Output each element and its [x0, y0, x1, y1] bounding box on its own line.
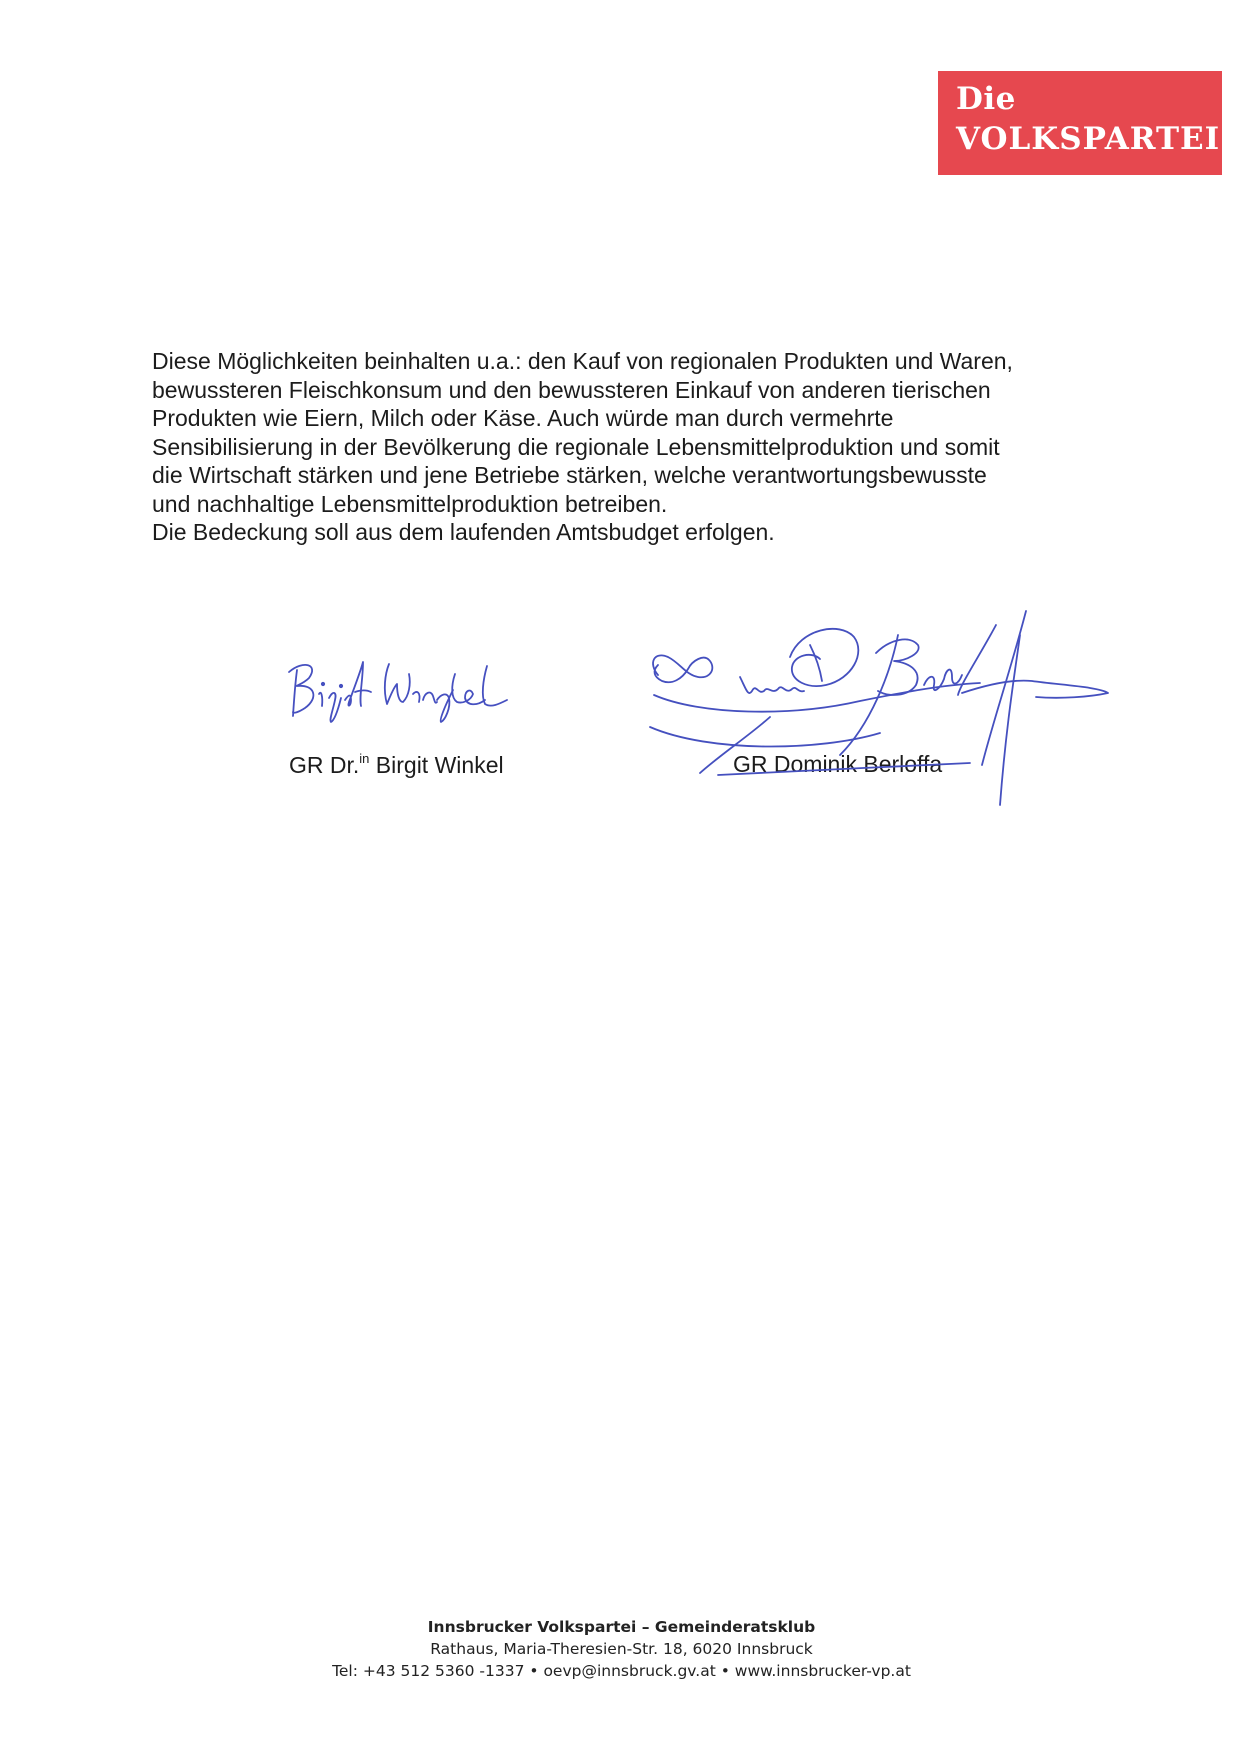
name-superscript: in: [359, 751, 370, 766]
body-line: Sensibilisierung in der Bevölkerung die regionale Lebensmittelproduktion und somit: [152, 433, 1000, 460]
body-line: und nachhaltige Lebensmittelproduktion betreiben.: [152, 490, 668, 517]
name-prefix: GR Dr.: [289, 752, 360, 778]
body-line: bewussteren Fleischkonsum und den bewussteren Einkauf von anderen tierischen: [152, 376, 991, 403]
signatory-name-right: GR Dominik Berloffa: [733, 751, 943, 777]
signatory-name-left: [289, 751, 504, 779]
footer-contact: Tel: +43 512 5360 -1337 • oevp@innsbruck.gv.at • www.innsbrucker-vp.at: [332, 1662, 911, 1680]
name-suffix: Birgit Winkel: [369, 752, 504, 778]
footer-address: Rathaus, Maria-Theresien-Str. 18, 6020 Innsbruck: [430, 1640, 813, 1658]
party-logo: [938, 71, 1222, 175]
footer-title: Innsbrucker Volkspartei – Gemeinderatsklub: [427, 1618, 816, 1636]
logo-line-die: Die: [956, 81, 1016, 117]
body-line: die Wirtschaft stärken und jene Betriebe stärken, welche verantwortungsbewusste: [152, 462, 987, 488]
logo-line-volkspartei: VOLKSPARTEI: [956, 121, 1221, 157]
body-paragraph: [152, 347, 1112, 547]
body-line: Diese Möglichkeiten beinhalten u.a.: den Kauf von regionalen Produkten und Waren,: [152, 348, 1013, 374]
body-line: Produkten wie Eiern, Milch oder Käse. Auch würde man durch vermehrte: [152, 405, 894, 431]
body-line: Die Bedeckung soll aus dem laufenden Amtsbudget erfolgen.: [152, 519, 775, 545]
signature-dominik-berloffa: [640, 605, 1110, 815]
letterhead-footer: [0, 1616, 1243, 1682]
signature-birgit-winkel: [285, 650, 515, 730]
